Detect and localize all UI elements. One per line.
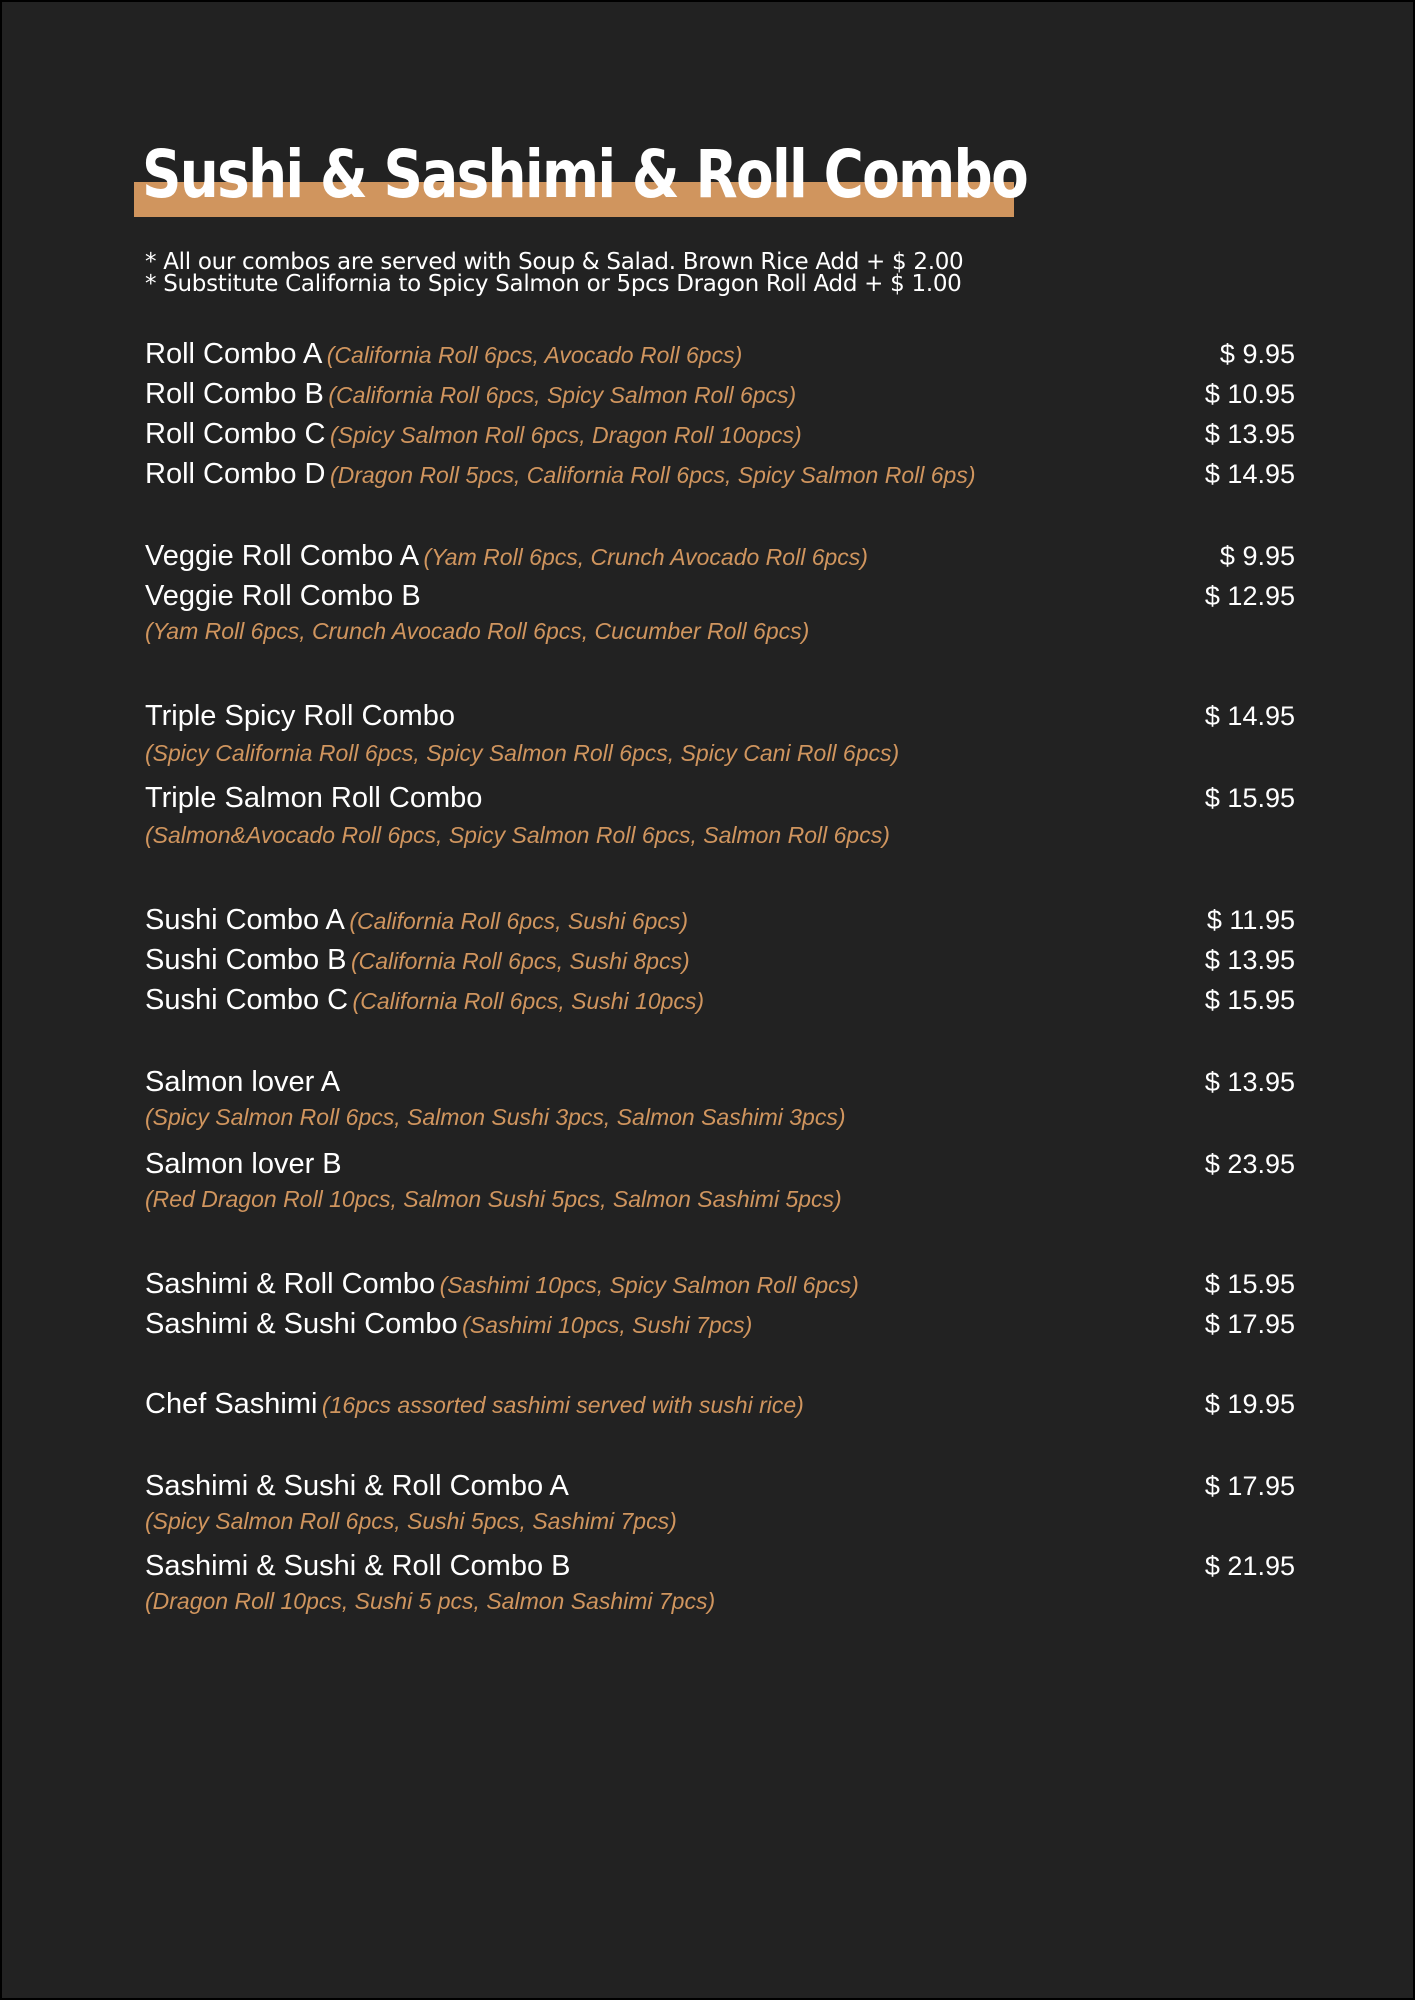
note-soup-salad: * All our combos are served with Soup & Salad. Brown Rice Add + $ 2.00 xyxy=(145,249,964,275)
menu-list xyxy=(145,2,1295,1998)
item-price: $ 14.95 xyxy=(1204,701,1295,731)
item-price: $ 19.95 xyxy=(1204,1389,1295,1419)
item-price: $ 10.95 xyxy=(1204,379,1295,409)
item-name: Chef Sashimi xyxy=(145,1388,318,1420)
item-price: $ 15.95 xyxy=(1204,985,1295,1015)
item-name: Sashimi & Sushi & Roll Combo A xyxy=(145,1470,569,1502)
item-description: (Sashimi 10pcs, Sushi 7pcs) xyxy=(462,1312,753,1338)
item-description: (Spicy Salmon Roll 6pcs, Salmon Sushi 3pcs, Salmon Sashimi 3pcs) xyxy=(145,1104,846,1130)
menu-item-triple-salmon-roll-combo xyxy=(145,778,1295,818)
menu-item-roll-combo-a xyxy=(145,334,1295,374)
menu-item-sushi-combo-b xyxy=(145,940,1295,980)
item-name: Veggie Roll Combo B xyxy=(145,580,421,612)
menu-item-sushi-combo-c xyxy=(145,980,1295,1020)
item-description: (Yam Roll 6pcs, Crunch Avocado Roll 6pcs) xyxy=(423,544,868,570)
item-price: $ 13.95 xyxy=(1204,1067,1295,1097)
item-price: $ 9.95 xyxy=(1219,541,1295,571)
item-description: (California Roll 6pcs, Avocado Roll 6pcs) xyxy=(326,342,743,368)
item-description: (California Roll 6pcs, Spicy Salmon Roll 6pcs) xyxy=(328,382,797,408)
item-name: Salmon lover A xyxy=(145,1066,341,1098)
item-price: $ 17.95 xyxy=(1204,1309,1295,1339)
item-description: (Salmon&Avocado Roll 6pcs, Spicy Salmon Roll 6pcs, Salmon Roll 6pcs) xyxy=(145,822,890,848)
menu-item-sushi-combo-a xyxy=(145,900,1295,940)
item-description: (Dragon Roll 10pcs, Sushi 5 pcs, Salmon Sashimi 7pcs) xyxy=(145,1588,716,1614)
menu-item-veggie-roll-combo-b xyxy=(145,576,1295,616)
menu-item-chef-sashimi xyxy=(145,1384,1295,1424)
item-name: Salmon lover B xyxy=(145,1148,342,1180)
item-name: Roll Combo C xyxy=(145,418,326,450)
item-name: Sashimi & Roll Combo xyxy=(145,1268,436,1300)
item-description: (Spicy Salmon Roll 6pcs, Dragon Roll 10opcs) xyxy=(329,422,802,448)
page-title: Sushi & Sashimi & Roll Combo xyxy=(142,136,1028,213)
item-price: $ 9.95 xyxy=(1219,339,1295,369)
menu-item-sashimi-roll-combo xyxy=(145,1264,1295,1304)
menu-page xyxy=(2,2,1413,1998)
menu-item-roll-combo-c xyxy=(145,414,1295,454)
item-price: $ 11.95 xyxy=(1206,905,1295,935)
item-price: $ 23.95 xyxy=(1204,1149,1295,1179)
item-description: (Red Dragon Roll 10pcs, Salmon Sushi 5pcs, Salmon Sashimi 5pcs) xyxy=(145,1186,842,1212)
item-description: (California Roll 6pcs, Sushi 8pcs) xyxy=(350,948,690,974)
item-name: Roll Combo D xyxy=(145,458,326,490)
item-price: $ 15.95 xyxy=(1204,1269,1295,1299)
menu-item-sashimi-sushi-combo xyxy=(145,1304,1295,1344)
item-name: Sushi Combo B xyxy=(145,944,347,976)
item-price: $ 21.95 xyxy=(1204,1551,1295,1581)
menu-item-salmon-lover-a xyxy=(145,1062,1295,1102)
item-price: $ 13.95 xyxy=(1204,419,1295,449)
menu-item-roll-combo-d xyxy=(145,454,1295,494)
menu-item-roll-combo-b xyxy=(145,374,1295,414)
item-description: (California Roll 6pcs, Sushi 6pcs) xyxy=(349,908,689,934)
item-price: $ 13.95 xyxy=(1204,945,1295,975)
item-name: Sushi Combo C xyxy=(145,984,349,1016)
item-price: $ 12.95 xyxy=(1204,581,1295,611)
item-price: $ 17.95 xyxy=(1204,1471,1295,1501)
item-description: (Yam Roll 6pcs, Crunch Avocado Roll 6pcs, Cucumber Roll 6pcs) xyxy=(145,618,810,644)
item-description: (16pcs assorted sashimi served with sushi rice) xyxy=(321,1392,804,1418)
item-description: (Dragon Roll 5pcs, California Roll 6pcs, Spicy Salmon Roll 6ps) xyxy=(329,462,976,488)
item-description: (Spicy Salmon Roll 6pcs, Sushi 5pcs, Sashimi 7pcs) xyxy=(145,1508,677,1534)
item-description: (Spicy California Roll 6pcs, Spicy Salmon Roll 6pcs, Spicy Cani Roll 6pcs) xyxy=(145,740,900,766)
item-name: Roll Combo A xyxy=(145,338,323,370)
note-substitute: * Substitute California to Spicy Salmon or 5pcs Dragon Roll Add + $ 1.00 xyxy=(145,271,962,297)
item-name: Veggie Roll Combo A xyxy=(145,540,420,572)
item-name: Triple Spicy Roll Combo xyxy=(145,700,455,732)
item-description: (California Roll 6pcs, Sushi 10pcs) xyxy=(352,988,705,1014)
item-name: Sashimi & Sushi Combo xyxy=(145,1308,458,1340)
menu-item-sashimi-sushi-roll-combo-b xyxy=(145,1546,1295,1586)
item-price: $ 15.95 xyxy=(1204,783,1295,813)
item-name: Roll Combo B xyxy=(145,378,324,410)
item-name: Sashimi & Sushi & Roll Combo B xyxy=(145,1550,571,1582)
item-description: (Sashimi 10pcs, Spicy Salmon Roll 6pcs) xyxy=(439,1272,859,1298)
menu-item-veggie-roll-combo-a xyxy=(145,536,1295,576)
item-price: $ 14.95 xyxy=(1204,459,1295,489)
menu-item-sashimi-sushi-roll-combo-a xyxy=(145,1466,1295,1506)
menu-item-salmon-lover-b xyxy=(145,1144,1295,1184)
item-name: Sushi Combo A xyxy=(145,904,345,936)
item-name: Triple Salmon Roll Combo xyxy=(145,782,483,814)
menu-item-triple-spicy-roll-combo xyxy=(145,696,1295,736)
